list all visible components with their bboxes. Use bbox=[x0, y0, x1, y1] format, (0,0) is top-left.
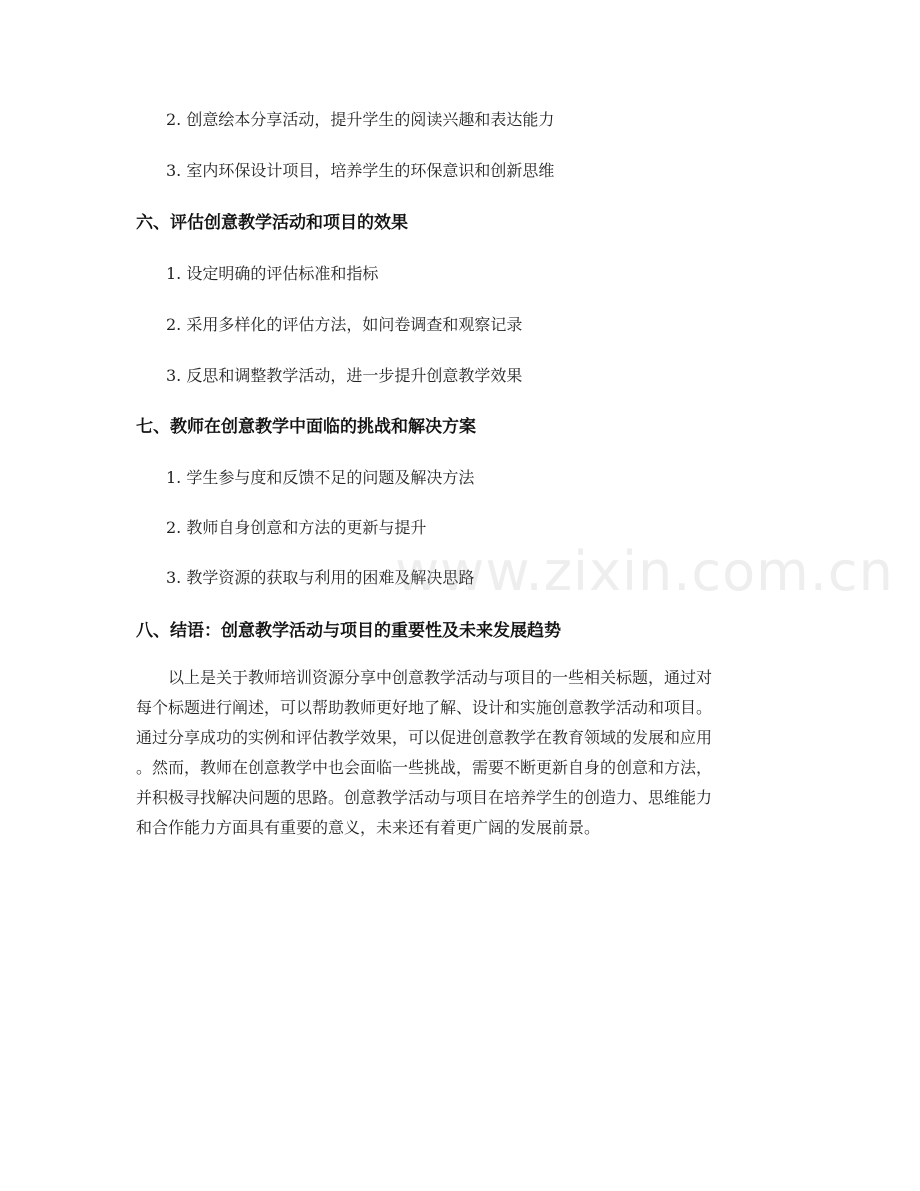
paragraph-line: 并积极寻找解决问题的思路。创意教学活动与项目在培养学生的创造力、思维能力 bbox=[136, 788, 713, 807]
section-heading: 八、结语：创意教学活动与项目的重要性及未来发展趋势 bbox=[136, 621, 561, 641]
list-item: 3. 室内环保设计项目，培养学生的环保意识和创新思维 bbox=[166, 161, 555, 180]
paragraph-line: 。然而，教师在创意教学中也会面临一些挑战，需要不断更新自身的创意和方法， bbox=[136, 758, 713, 777]
paragraph-line: 每个标题进行阐述，可以帮助教师更好地了解、设计和实施创意教学活动和项目。 bbox=[136, 698, 713, 717]
paragraph-line: 通过分享成功的实例和评估教学效果，可以促进创意教学在教育领域的发展和应用 bbox=[136, 728, 713, 747]
section-heading: 七、教师在创意教学中面临的挑战和解决方案 bbox=[136, 417, 476, 437]
list-item: 1. 学生参与度和反馈不足的问题及解决方法 bbox=[166, 468, 475, 487]
paragraph-line: 和合作能力方面具有重要的意义，未来还有着更广阔的发展前景。 bbox=[136, 818, 601, 837]
paragraph-line: 以上是关于教师培训资源分享中创意教学活动与项目的一些相关标题，通过对 bbox=[168, 668, 713, 687]
list-item: 2. 采用多样化的评估方法，如问卷调查和观察记录 bbox=[166, 315, 523, 334]
list-item: 2. 创意绘本分享活动，提升学生的阅读兴趣和表达能力 bbox=[166, 110, 555, 129]
conclusion-paragraph bbox=[136, 663, 786, 843]
list-item: 3. 反思和调整教学活动，进一步提升创意教学效果 bbox=[166, 366, 523, 385]
list-item: 3. 教学资源的获取与利用的困难及解决思路 bbox=[166, 568, 475, 587]
section-heading: 六、评估创意教学活动和项目的效果 bbox=[136, 213, 408, 233]
list-item: 2. 教师自身创意和方法的更新与提升 bbox=[166, 518, 427, 537]
watermark: www.zixin.com.cn bbox=[395, 540, 894, 603]
list-item: 1. 设定明确的评估标准和指标 bbox=[166, 264, 379, 283]
